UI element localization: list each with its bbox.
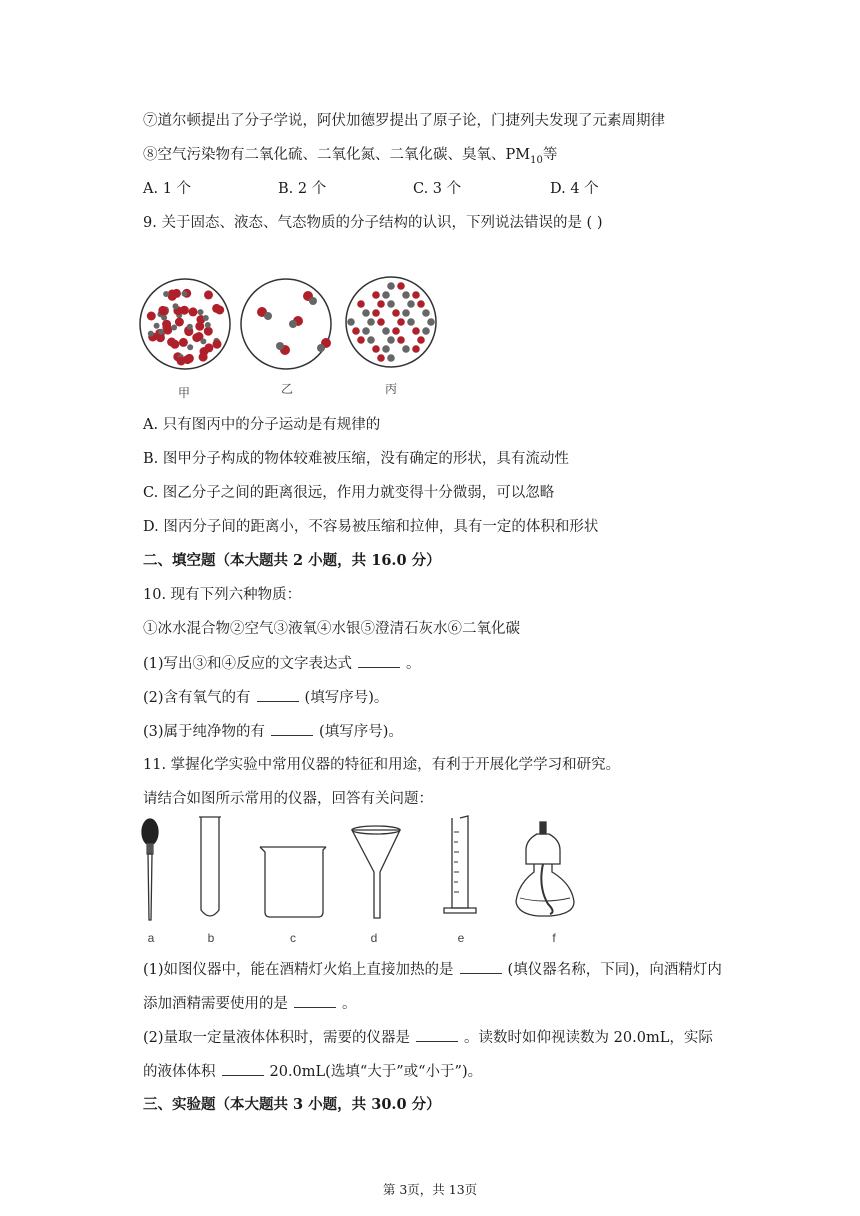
q11-answer-2a[interactable]: [416, 1027, 458, 1042]
pm-subscript: 10: [530, 154, 543, 166]
label-b: b: [207, 931, 215, 945]
q11-answer-2b[interactable]: [222, 1061, 264, 1076]
diagram-jia: [140, 279, 230, 369]
graduated-cylinder-icon: [444, 816, 476, 913]
q10-part-3-text: (3)属于纯净物的有: [143, 724, 266, 740]
q11-part-1a-text: (1)如图仪器中，能在酒精灯火焰上直接加热的是: [143, 962, 454, 978]
caption-jia: 甲: [177, 386, 190, 400]
q11-part-2a-text: (2)量取一定量液体体积时，需要的仪器是: [143, 1030, 411, 1046]
label-e: e: [457, 931, 465, 945]
q10-part-3-end: (填写序号)。: [319, 724, 403, 740]
dropper-icon: [142, 819, 158, 920]
q9-option-b[interactable]: B. 图甲分子构成的物体较难被压缩，没有确定的形状，具有流动性: [143, 451, 569, 467]
q8-option-a[interactable]: A. 1 个: [143, 181, 192, 197]
caption-yi: 乙: [280, 382, 293, 396]
q11-part-1a-end: (填仪器名称，下同)，向酒精灯内: [507, 962, 722, 978]
q11-part-2a: [143, 1027, 713, 1048]
q11-prompt: 请结合如图所示常用的仪器，回答有关问题：: [143, 791, 433, 807]
q10-part-3: [143, 721, 403, 742]
statement-8: [143, 145, 557, 171]
diagram-yi: [241, 279, 331, 369]
q11-part-2b-text: 的液体体积: [143, 1064, 216, 1080]
q11-stem: 11. 掌握化学实验中常用仪器的特征和用途，有利于开展化学学习和研究。: [143, 757, 621, 773]
q9-option-a[interactable]: A. 只有图丙中的分子运动是有规律的: [143, 417, 381, 433]
statement-8-text: ⑧空气污染物有二氧化硫、二氧化氮、二氧化碳、臭氧、PM: [143, 147, 531, 163]
q10-part-2-end: (填写序号)。: [304, 690, 389, 706]
q8-option-c[interactable]: C. 3 个: [413, 181, 462, 197]
q11-part-2b-end: 20.0mL(选填“大于”或“小于”)。: [269, 1064, 483, 1080]
q10-stem: 10. 现有下列六种物质：: [143, 587, 302, 603]
q10-items: ①冰水混合物②空气③液氧④水银⑤澄清石灰水⑥二氧化碳: [143, 621, 520, 637]
statement-7: ⑦道尔顿提出了分子学说，阿伏加德罗提出了原子论，门捷列夫发现了元素周期律: [143, 113, 665, 129]
funnel-icon: [352, 826, 400, 918]
q10-answer-1[interactable]: [358, 653, 400, 668]
diagram-bing: [346, 277, 436, 367]
section-3-heading: 三、实验题（本大题共 3 小题，共 30.0 分）: [143, 1096, 441, 1113]
q11-part-2b: [143, 1061, 482, 1082]
q11-part-1b-text: 添加酒精需要使用的是: [143, 996, 288, 1012]
page-footer: 第 3页，共 13页: [382, 1182, 478, 1197]
q10-part-1-end: 。: [406, 656, 421, 672]
label-c: c: [290, 931, 296, 945]
q10-answer-3[interactable]: [271, 721, 313, 736]
q11-answer-1a[interactable]: [460, 959, 502, 974]
q11-part-1b-end: 。: [342, 996, 357, 1012]
q9-option-d[interactable]: D. 图丙分子间的距离小，不容易被压缩和拉伸，具有一定的体积和形状: [143, 519, 599, 535]
molecule-figure-solid-liquid-gas: [138, 276, 438, 396]
q11-part-1b: [143, 993, 357, 1014]
label-a: a: [147, 931, 155, 945]
q8-option-d[interactable]: D. 4 个: [550, 181, 599, 197]
q11-answer-1b[interactable]: [294, 993, 336, 1008]
q10-part-1: [143, 653, 421, 674]
q10-answer-2[interactable]: [257, 687, 299, 702]
q10-part-2-text: (2)含有氧气的有: [143, 690, 251, 706]
label-f: f: [552, 931, 556, 945]
section-2-heading: 二、填空题（本大题共 2 小题，共 16.0 分）: [143, 552, 441, 569]
q11-part-1a: [143, 959, 722, 980]
q9-option-c[interactable]: C. 图乙分子之间的距离很远，作用力就变得十分微弱，可以忽略: [143, 485, 555, 501]
test-tube-icon: [199, 817, 221, 916]
q11-part-2a-end: 。读数时如仰视读数为 20.0mL，实际: [464, 1030, 713, 1046]
q10-part-1-text: (1)写出③和④反应的文字表达式: [143, 656, 353, 672]
caption-bing: 丙: [384, 382, 397, 396]
statement-8-end: 等: [542, 147, 558, 163]
q8-option-b[interactable]: B. 2 个: [278, 181, 327, 197]
q10-part-2: [143, 687, 388, 708]
lab-apparatus-figure: [138, 812, 598, 927]
q9-stem: 9. 关于固态、液态、气态物质的分子结构的认识，下列说法错误的是 ( ): [143, 215, 603, 231]
alcohol-lamp-icon: [516, 822, 574, 916]
label-d: d: [370, 931, 378, 945]
beaker-icon: [260, 847, 326, 917]
